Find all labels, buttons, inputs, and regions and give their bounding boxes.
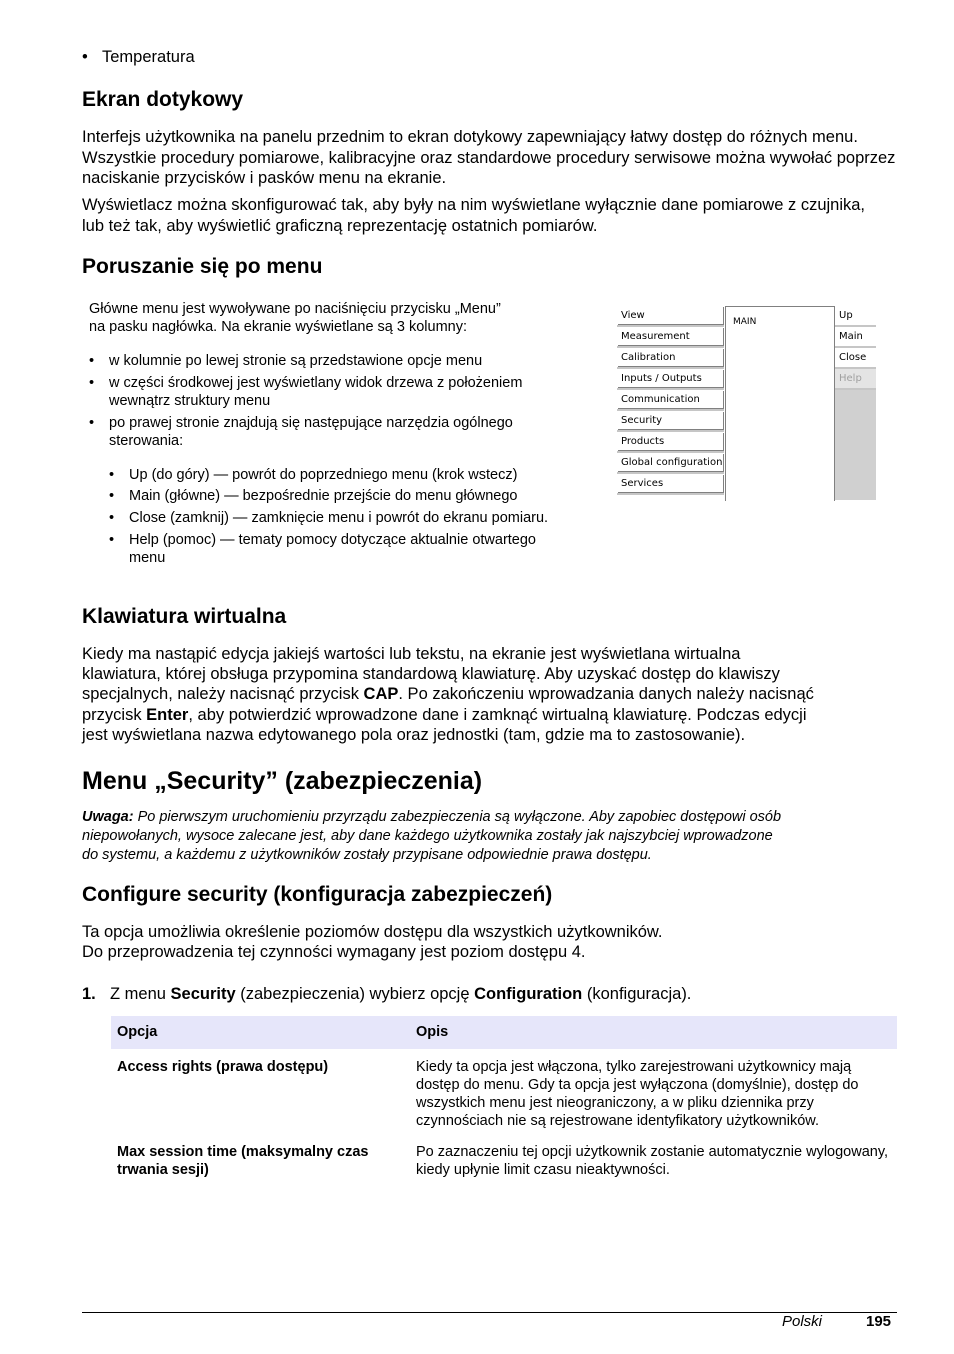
list-item: • po prawej stronie znajdują się następujące narzędzia ogólnego	[109, 414, 513, 432]
list-item: • Help (pomoc) — tematy pomocy dotyczące aktualnie otwartego	[129, 531, 536, 549]
page-number: 195	[866, 1313, 892, 1330]
menu-item-global-configuration[interactable]: Global configuration	[617, 453, 724, 474]
options-table	[111, 1016, 897, 1185]
help-button[interactable]: Help	[835, 369, 876, 390]
list-item: • Main (główne) — bezpośrednie przejście do menu głównego	[129, 487, 518, 505]
note-line: niepowołanych, wysoce zalecane jest, aby dane każdego użytkownika zostały jak najszybciej wprowadzone	[82, 828, 773, 844]
paragraph-line: jest wyświetlana nazwa edytowanego pola oraz jednostki (tam, gdzie ma to zastosowanie).	[82, 726, 746, 744]
table-header-row	[111, 1016, 897, 1049]
paragraph-line: Ta opcja umożliwia określenie poziomów dostępu dla wszystkich użytkowników.	[82, 923, 663, 941]
text: (konfiguracja).	[582, 985, 692, 1003]
paragraph: Interfejs użytkownika na panelu przednim to ekran dotykowy zapewniający łatwy dostęp do różnych menu. Wszystkie procedury pomiarowe, kalibracyjne oraz standardowe procedury serwisowe można wywołać poprzez naciskanie przycisków i pasków menu na ekranie.	[82, 128, 896, 187]
note-line: do systemu, a każdemu z użytkowników zostały przypisane odpowiednie prawa dostępu.	[82, 847, 652, 863]
column-header: Opcja	[111, 1016, 410, 1049]
list-item: • Temperatura	[102, 47, 195, 68]
menu-item-communication[interactable]: Communication	[617, 390, 724, 411]
menu-item-view[interactable]: View	[617, 306, 724, 327]
section-heading-configure-security: Configure security (konfiguracja zabezpieczeń)	[82, 883, 553, 906]
paragraph-line: Kiedy ma nastąpić edycja jakiejś wartości lub tekstu, na ekranie jest wyświetlana wirtualna	[82, 645, 741, 663]
main-button[interactable]: Main	[835, 327, 876, 348]
menu-item-calibration[interactable]: Calibration	[617, 348, 724, 369]
menu-item-security[interactable]: Security	[617, 411, 724, 432]
list-item: • Up (do góry) — powrót do poprzedniego menu (krok wstecz)	[129, 466, 517, 484]
paragraph: na pasku nagłówka. Na ekranie wyświetlane są 3 kolumny:	[89, 319, 468, 335]
menu-tree-view	[725, 306, 835, 501]
paragraph-line	[82, 684, 814, 705]
table-cell-description: Po zaznaczeniu tej opcji użytkownik zostanie automatycznie wylogowany, kiedy upłynie limit czasu nieaktywności.	[416, 1144, 889, 1178]
note-line	[82, 808, 781, 827]
menu-screen-illustration	[617, 306, 876, 500]
menu-item-inputs-outputs[interactable]: Inputs / Outputs	[617, 369, 724, 390]
text: Z menu	[110, 985, 171, 1003]
section-heading-virtual-keyboard: Klawiatura wirtualna	[82, 605, 287, 628]
text: Configuration	[474, 985, 583, 1003]
section-heading-touch-screen: Ekran dotykowy	[82, 88, 244, 111]
list-item: • w kolumnie po lewej stronie są przedstawione opcje menu	[109, 352, 482, 370]
menu-item-services[interactable]: Services	[617, 474, 724, 495]
paragraph-line: Do przeprowadzenia tej czynności wymagany jest poziom dostępu 4.	[82, 943, 586, 961]
menu-item-measurement[interactable]: Measurement	[617, 327, 724, 348]
step-text	[110, 984, 691, 1005]
paragraph: Główne menu jest wywoływane po naciśnięciu przycisku „Menu”	[89, 301, 501, 317]
list-item: • w części środkowej jest wyświetlany widok drzewa z położeniem	[109, 374, 522, 392]
list-item-continuation: wewnątrz struktury menu	[109, 393, 271, 409]
text: Po pierwszym uruchomieniu przyrządu zabezpieczenia są wyłączone. Aby zapobiec dostępowi osób	[133, 809, 782, 825]
list-item-continuation: sterowania:	[109, 433, 184, 449]
list-item-continuation: menu	[129, 550, 166, 566]
list-item: • Close (zamknij) — zamknięcie menu i powrót do ekranu pomiaru.	[129, 509, 548, 527]
text: przycisk	[82, 706, 147, 724]
step-number: 1.	[82, 985, 96, 1003]
tree-node-main: MAIN	[733, 317, 757, 327]
table-cell-description: Kiedy ta opcja jest włączona, tylko zarejestrowani użytkownicy mają dostęp do menu. Gdy ta opcja jest wyłączona (domyślnie), dostęp do wszystkich menu jest nieograniczony, a w pliku dziennika przy czynnościach nie są rejestrowane identyfikatory użytkowników.	[416, 1059, 859, 1129]
note-label: Uwaga:	[82, 809, 134, 825]
footer-rule	[82, 1312, 897, 1313]
cap-key-label: CAP	[363, 685, 399, 703]
table-row	[111, 1049, 897, 1136]
text: specjalnych, należy nacisnąć przycisk	[82, 685, 364, 703]
text: (zabezpieczenia) wybierz opcję	[235, 985, 475, 1003]
paragraph-line: klawiatura, której obsługa przypomina standardową klawiaturę. Aby uzyskać dostęp do klawiszy	[82, 665, 780, 683]
footer-language: Polski	[782, 1313, 823, 1330]
paragraph: Wyświetlacz można skonfigurować tak, aby były na nim wyświetlane wyłącznie dane pomiarowe z czujnika, lub też tak, aby wyświetlić graficzną reprezentację ostatnich pomiarów.	[82, 196, 866, 235]
column-header: Opis	[410, 1016, 897, 1049]
enter-key-label: Enter	[146, 706, 189, 724]
paragraph-line	[82, 705, 807, 726]
text: Security	[170, 985, 236, 1003]
section-heading-menu-navigation: Poruszanie się po menu	[82, 255, 323, 278]
up-button[interactable]: Up	[835, 306, 876, 327]
text: , aby potwierdzić wprowadzone dane i zamknąć wirtualną klawiaturę. Podczas edycji	[188, 706, 807, 724]
menu-item-products[interactable]: Products	[617, 432, 724, 453]
table-cell-option: Access rights (prawa dostępu)	[117, 1059, 329, 1075]
text: . Po zakończeniu wprowadzania danych należy nacisnąć	[398, 685, 814, 703]
close-button[interactable]: Close	[835, 348, 876, 369]
menu-left-column	[617, 306, 724, 495]
table-cell-option: Max session time (maksymalny czas trwania sesji)	[117, 1144, 369, 1178]
chapter-heading-security: Menu „Security” (zabezpieczenia)	[82, 767, 483, 795]
table-row	[111, 1136, 897, 1185]
menu-control-column	[835, 306, 876, 500]
